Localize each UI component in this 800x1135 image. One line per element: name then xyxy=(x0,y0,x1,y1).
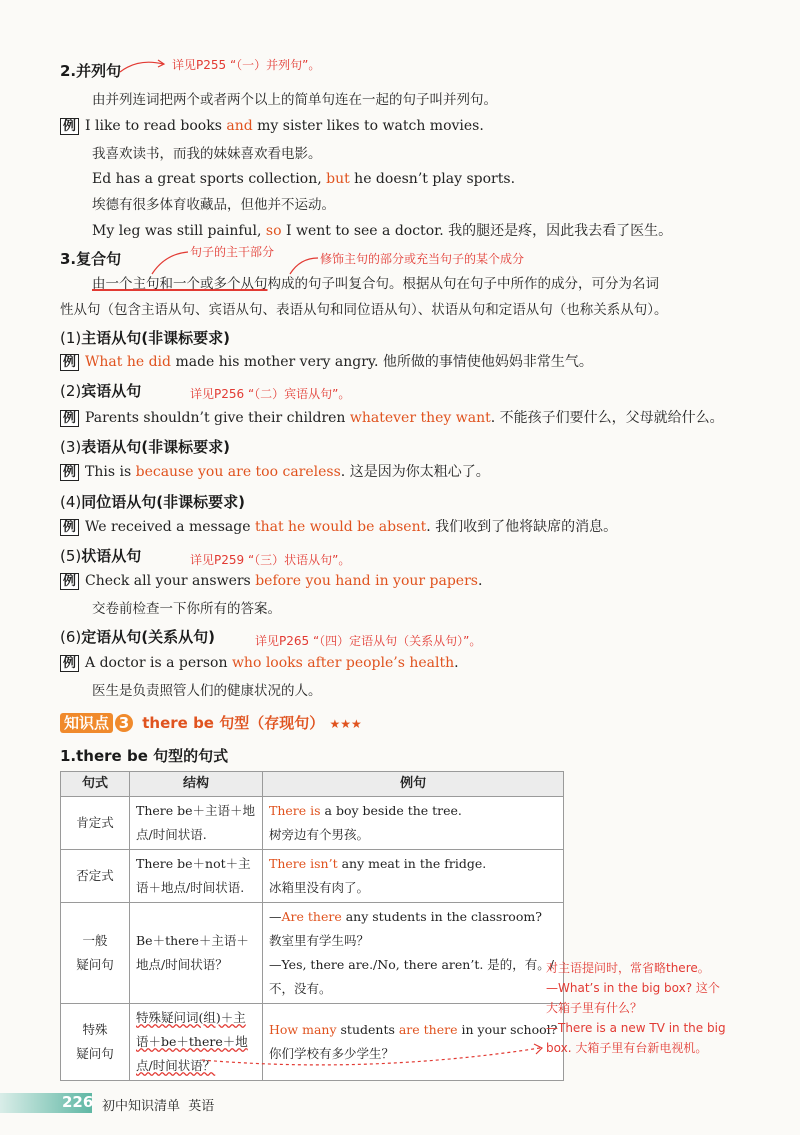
example: 例 What he did made his mother very angry. 他所做的事情使他妈妈非常生气。 xyxy=(60,353,593,371)
table-row: 肯定式 There be＋主语＋地点/时间状语. There is a boy beside the tree. 树旁边有个男孩。 xyxy=(61,797,564,850)
example-2-zh: 埃德有很多体育收藏品，但他并不运动。 xyxy=(92,197,335,213)
example: 例 Check all your answers before you hand in your papers. xyxy=(60,572,482,590)
annotation-note: 详见P259 “（三）状语从句”。 xyxy=(190,553,351,567)
section-3-desc-line2: 性从句（包含主语从句、宾语从句、表语从句和同位语从句）、状语从句和定语从句（也称关系从句）。 xyxy=(60,302,668,318)
subsection-4: (4)同位语从句(非课标要求) xyxy=(60,493,245,511)
subsection-6: (6)定语从句(关系从句) xyxy=(60,628,215,646)
table-row: 否定式 There be＋not＋主语＋地点/时间状语. There isn’t any meat in the fridge. 冰箱里没有肉了。 xyxy=(61,850,564,903)
sentence-pattern-table xyxy=(60,771,564,1081)
example: 例 This is because you are too careless. 这是因为你太粗心了。 xyxy=(60,463,490,481)
section-3-desc: 由一个主句和一个或多个从句构成的句子叫复合句。根据从句在句子中所作的成分，可分为名词 xyxy=(92,276,659,292)
example-2: Ed has a great sports collection, but he doesn’t play sports. xyxy=(92,171,516,187)
example-1-zh: 我喜欢读书，而我的妹妹喜欢看电影。 xyxy=(92,146,322,162)
page-number: 226 xyxy=(62,1093,94,1111)
table-title: 1.there be 句型的句式 xyxy=(60,747,229,765)
annotation-arrow xyxy=(200,1040,550,1070)
table-header-row: 句式 结构 例句 xyxy=(61,772,564,797)
subsection-2: (2)宾语从句 xyxy=(60,382,142,400)
stars: ★★★ xyxy=(329,717,362,731)
table-row: 特殊 疑问句 特殊疑问词(组)＋主语＋be＋there＋地点/时间状语？ How many students are there in your school? 你们学校有多少学生？ xyxy=(61,1004,564,1081)
annotation-note: 详见P265 “（四）定语从句（关系从句）”。 xyxy=(255,634,482,648)
knowledge-point-heading: 知识点 3 there be 句型（存现句） ★★★ xyxy=(60,712,362,733)
example-zh: 医生是负责照管人们的健康状况的人。 xyxy=(92,683,322,699)
section-3-title: 3.复合句 xyxy=(60,250,122,268)
subsection-5: (5)状语从句 xyxy=(60,547,142,565)
example: 例 We received a message that he would be absent. 我们收到了他将缺席的消息。 xyxy=(60,518,617,536)
side-note: 对主语提问时，常省略there。 —What’s in the big box? 这个 大箱子里有什么？ —There is a new TV in the big box. 大箱子里有台新电视机。 xyxy=(546,961,726,1055)
example: 例 A doctor is a person who looks after people’s health. xyxy=(60,654,459,672)
annotation-note: 详见P255 “（一）并列句”。 xyxy=(172,58,321,72)
example: 例 Parents shouldn’t give their children whatever they want. 不能孩子们要什么，父母就给什么。 xyxy=(60,409,724,427)
subsection-3: (3)表语从句(非课标要求) xyxy=(60,438,230,456)
footer-title: 初中知识清单 英语 xyxy=(102,1099,215,1114)
subsection-1: (1)主语从句(非课标要求) xyxy=(60,329,230,347)
example-zh: 交卷前检查一下你所有的答案。 xyxy=(92,601,281,617)
annotation-note: 详见P256 “（二）宾语从句”。 xyxy=(190,387,351,401)
example-1: 例 I like to read books and my sister likes to watch movies. xyxy=(60,117,484,135)
annotation-arrow xyxy=(150,248,340,278)
annotation-note: 修饰主句的部分或充当句子的某个成分 xyxy=(320,252,525,266)
annotation-arrow xyxy=(118,56,168,76)
annotation-note: 句子的主干部分 xyxy=(190,245,275,259)
section-2-desc: 由并列连词把两个或者两个以上的简单句连在一起的句子叫并列句。 xyxy=(92,92,497,108)
example-label: 例 xyxy=(60,118,79,135)
section-2-title: 2.并列句 xyxy=(60,62,122,80)
table-row: 一般 疑问句 Be＋there＋主语＋地点/时间状语？ —Are there any students in the classroom? 教室里有学生吗？ —Yes, there are./No, there aren’t. 是的，有。/不，没有。 xyxy=(61,903,564,1004)
example-3: My leg was still painful, so I went to see a doctor. 我的腿还是疼，因此我去看了医生。 xyxy=(92,223,673,239)
